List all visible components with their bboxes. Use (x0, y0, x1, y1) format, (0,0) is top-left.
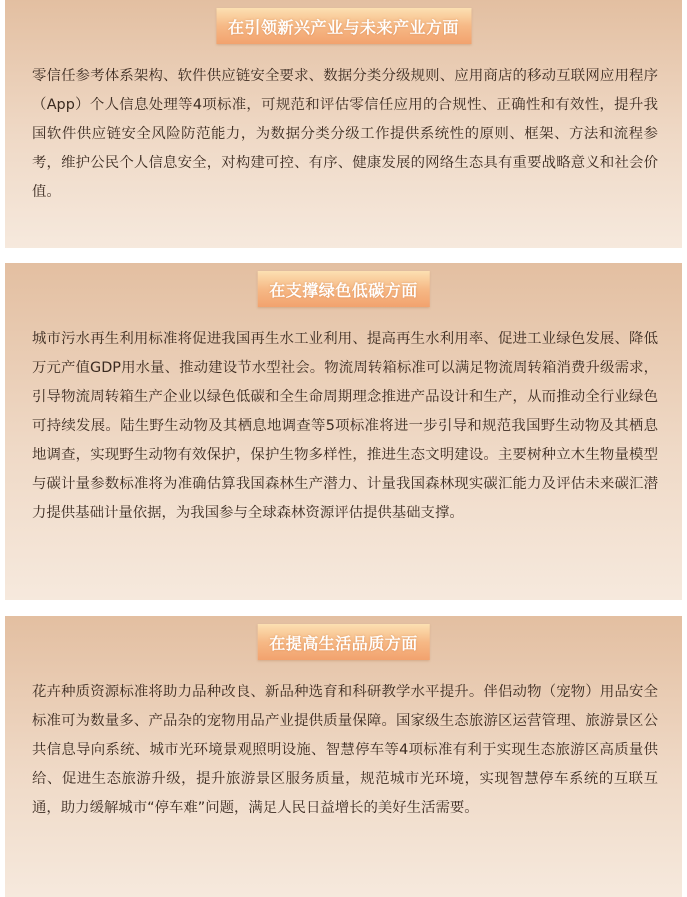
section-card-emerging-industries (5, 0, 682, 248)
section-body-text: 城市污水再生利用标准将促进我国再生水工业利用、提高再生水利用率、促进工业绿色发展、降低万元产值GDP用水量、推动建设节水型社会。物流周转箱标准可以满足物流周转箱消费升级需求，引导物流周转箱生产企业以绿色低碳和全生命周期理念推进产品设计和生产，从而推动全行业绿色可持续发展。陆生野生动物及其栖息地调查等5项标准将进一步引导和规范我国野生动物及其栖息地调查，实现野生动物有效保护，保护生物多样性，推进生态文明建设。主要树种立木生物量模型与碳计量参数标准将为准确估算我国森林生产潜力、计量我国森林现实碳汇能力及评估未来碳汇潜力提供基础计量依据，为我国参与全球森林资源评估提供基础支撑。 (32, 331, 658, 521)
section-title-badge: 在引领新兴产业与未来产业方面 (216, 8, 471, 44)
section-body-text: 零信任参考体系架构、软件供应链安全要求、数据分类分级规则、应用商店的移动互联网应用程序（App）个人信息处理等4项标准，可规范和评估零信任应用的合规性、正确性和有效性，提升我国软件供应链安全风险防范能力，为数据分类分级工作提供系统性的原则、框架、方法和流程参考，维护公民个人信息安全，对构建可控、有序、健康发展的网络生态具有重要战略意义和社会价值。 (32, 68, 658, 200)
section-title-badge: 在提高生活品质方面 (257, 624, 430, 660)
section-card-green-low-carbon (5, 263, 682, 600)
section-body-text: 花卉种质资源标准将助力品种改良、新品种选育和科研教学水平提升。伴侣动物（宠物）用品安全标准可为数量多、产品杂的宠物用品产业提供质量保障。国家级生态旅游区运营管理、旅游景区公共信息导向系统、城市光环境景观照明设施、智慧停车等4项标准有利于实现生态旅游区高质量供给、促进生态旅游升级，提升旅游景区服务质量，规范城市光环境，实现智慧停车系统的互联互通，助力缓解城市“停车难”问题，满足人民日益增长的美好生活需要。 (32, 684, 658, 816)
section-card-quality-of-life (5, 616, 682, 897)
section-title-badge: 在支撑绿色低碳方面 (257, 271, 430, 307)
